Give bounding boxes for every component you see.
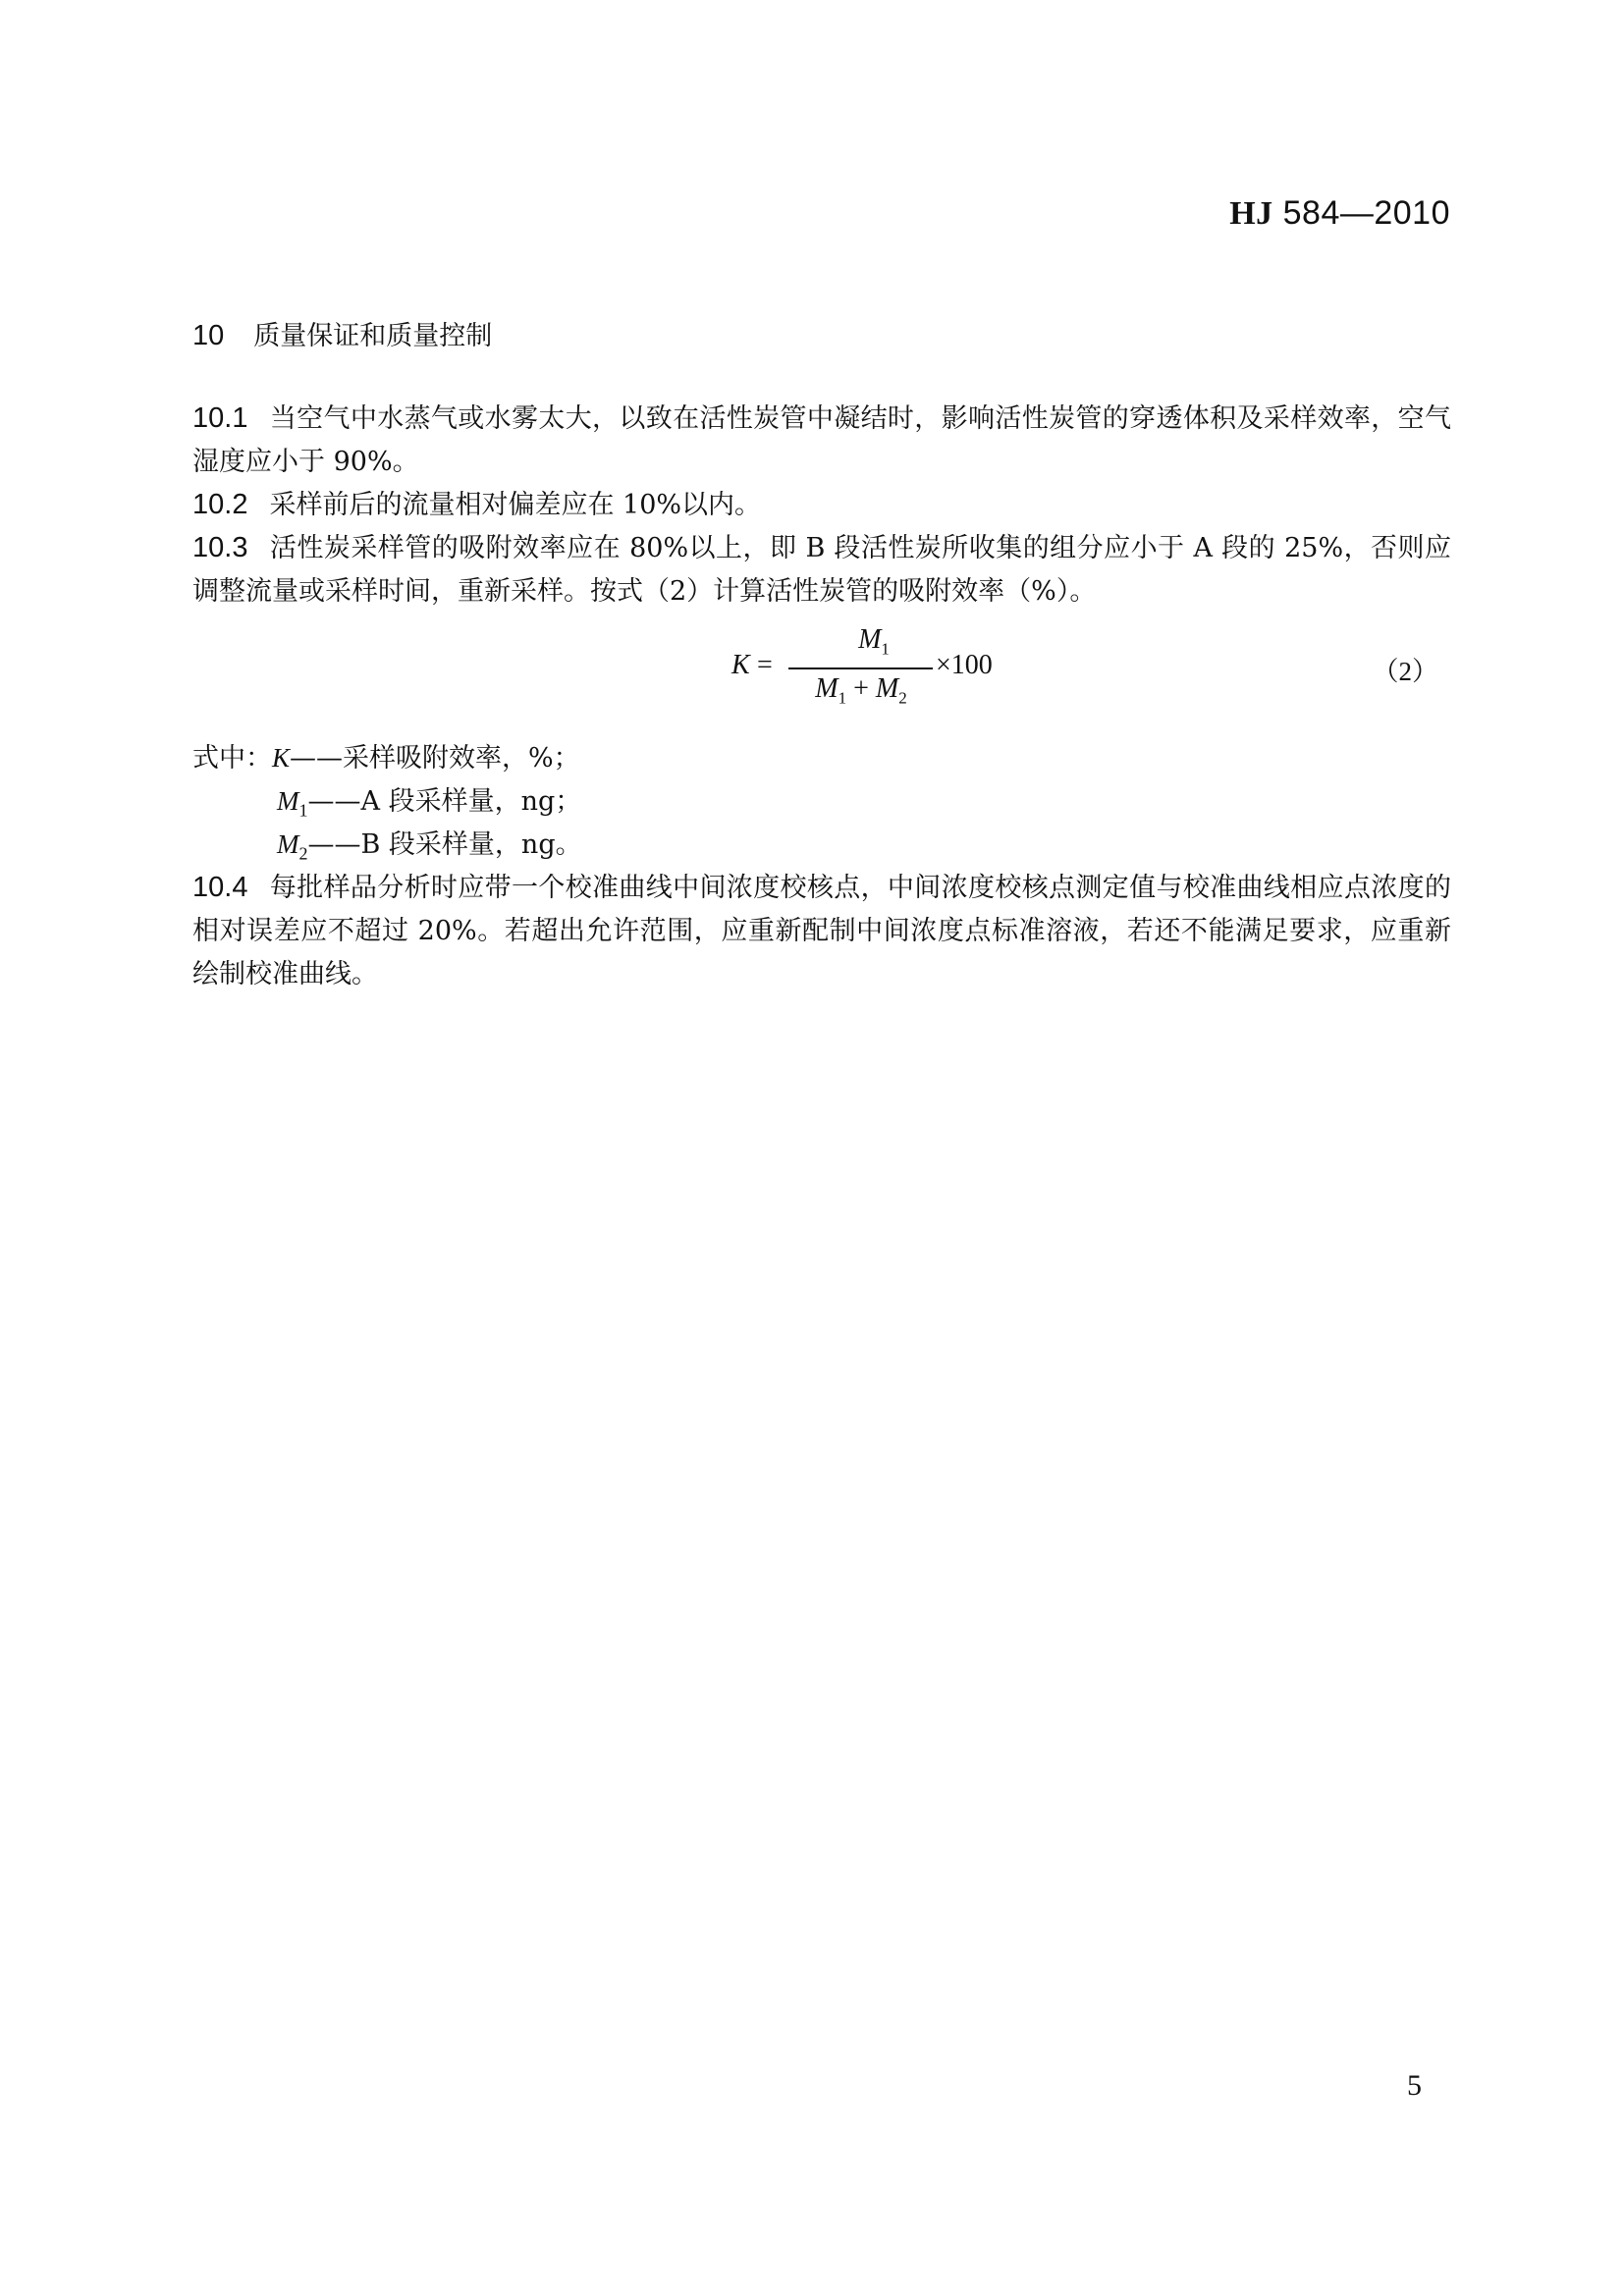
clause-number: 10.1 — [192, 402, 248, 434]
clause-10-4 — [192, 866, 1451, 996]
formula-lhs: K — [731, 650, 750, 680]
section-heading — [192, 314, 492, 352]
formula-denominator: $M_1 + M_2$ — [815, 673, 907, 708]
formula-multiplier: ×100 — [936, 650, 993, 680]
clause-number: 10.4 — [192, 872, 248, 903]
section-number: 10 — [192, 320, 225, 351]
formula-numerator: $M_1$ — [858, 624, 890, 659]
clause-10-2 — [192, 483, 1451, 527]
section-title: 质量保证和质量控制 — [253, 321, 493, 351]
clause-text: 采样前后的流量相对偏差应在 10%以内。 — [269, 490, 762, 520]
clause-number: 10.3 — [192, 532, 248, 563]
page-number: 5 — [1407, 2069, 1422, 2102]
where-m1: $M_1——A$ 段采样量，ng； — [277, 786, 582, 821]
formula-equals: = — [757, 650, 773, 680]
clause-text: 每批样品分析时应带一个校准曲线中间浓度校核点，中间浓度校核点测定值与校准曲线相应点浓度的相对误差应不超过 20%。若超出允许范围，应重新配制中间浓度点标准溶液，若还不能满足要求，应重新绘制校准曲线。 — [192, 873, 1451, 989]
standard-number: 584—2010 — [1272, 194, 1450, 232]
where-k: 式中：K——采样吸附效率，%； — [192, 743, 580, 774]
clause-10-3 — [192, 526, 1451, 614]
fraction-bar — [788, 667, 933, 669]
clause-number: 10.2 — [192, 489, 248, 520]
clause-text: 活性炭采样管的吸附效率应在 80%以上，即 B 段活性炭所收集的组分应小于 A 段的 25%，否则应调整流量或采样时间，重新采样。按式（2）计算活性炭管的吸附效率（%）。 — [192, 533, 1451, 607]
clause-text: 当空气中水蒸气或水雾太大，以致在活性炭管中凝结时，影响活性炭管的穿透体积及采样效率，空气湿度应小于 90%。 — [192, 403, 1451, 477]
standard-code — [1229, 194, 1450, 233]
standard-prefix: HJ — [1229, 195, 1273, 232]
where-intro: 式中： — [192, 743, 272, 774]
clause-10-1 — [192, 397, 1451, 484]
equation-number: （2） — [1372, 657, 1438, 686]
adsorption-efficiency-formula — [731, 624, 1026, 708]
where-m2: $M_2——B$ 段采样量，ng。 — [277, 829, 582, 864]
